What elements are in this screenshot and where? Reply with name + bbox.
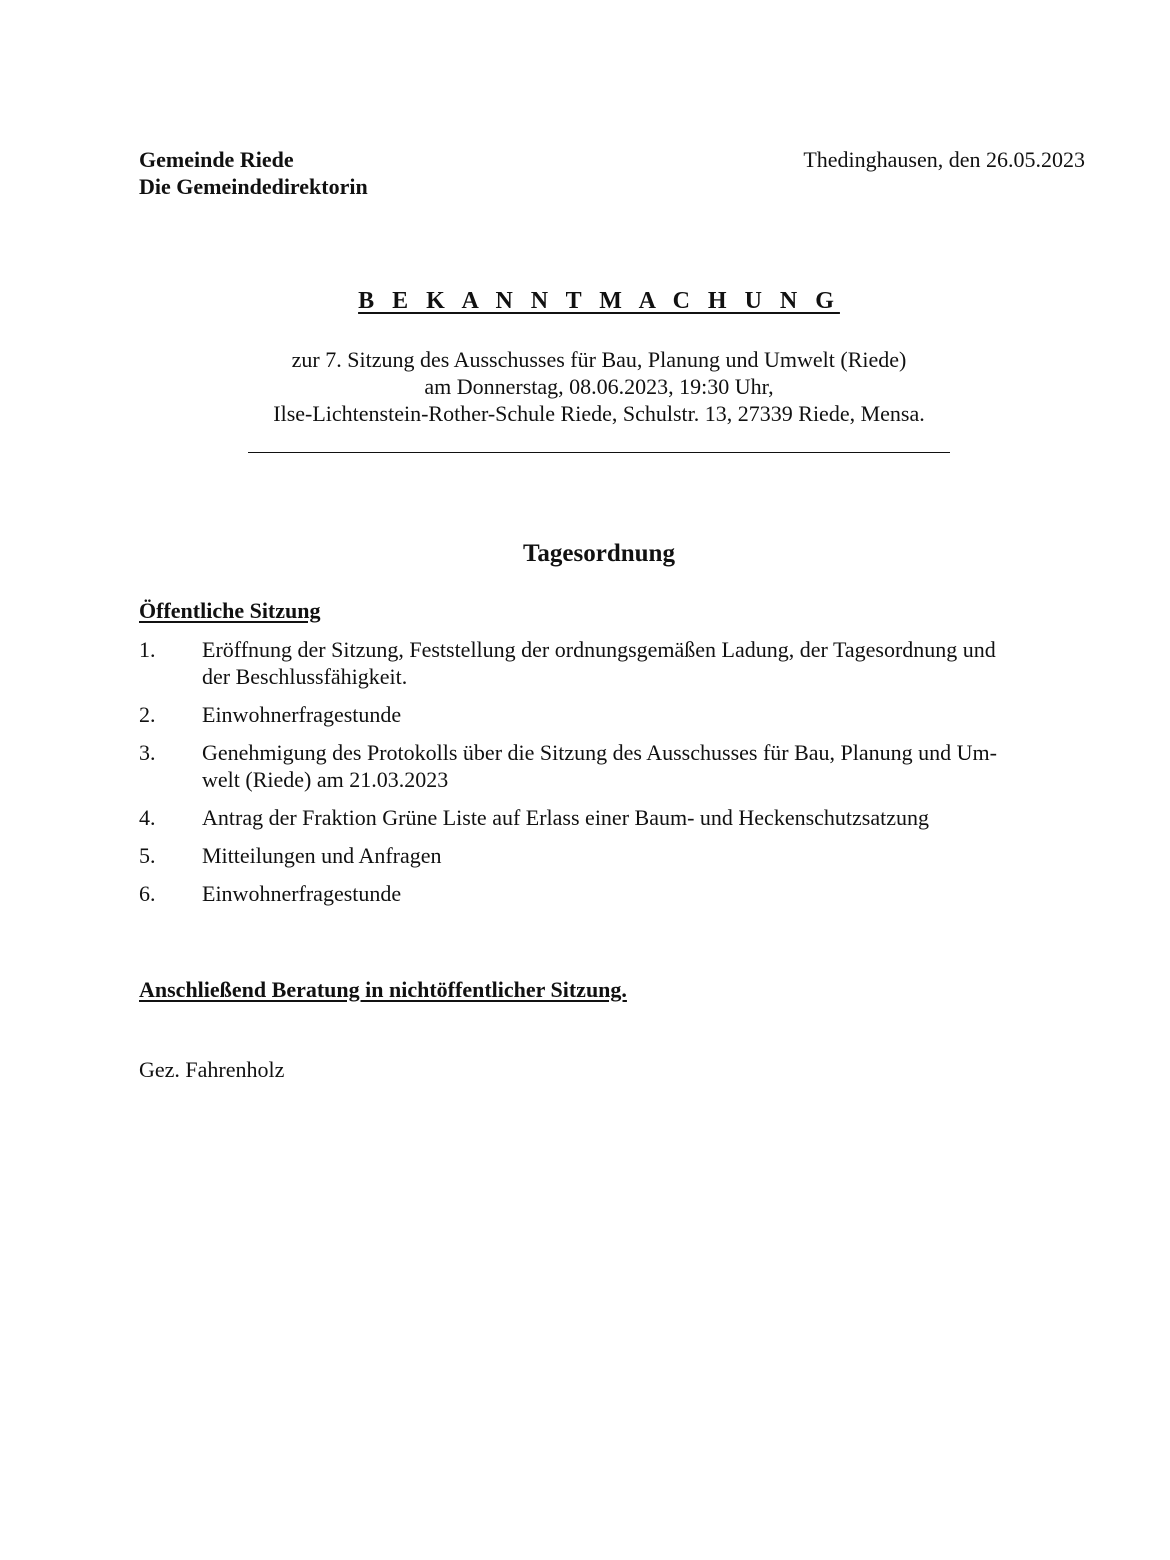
agenda-item-text: Einwohnerfragestunde (202, 881, 402, 906)
agenda-heading: Tagesordnung (523, 540, 675, 567)
agenda-item-number: 6. (139, 881, 156, 906)
closed-session-note: Anschließend Beratung in nichtöffentlicher Sitzung. (139, 977, 627, 1002)
agenda-item-number: 5. (139, 843, 156, 868)
agenda-item (139, 636, 1069, 690)
document-title (0, 288, 1170, 315)
agenda-list (139, 636, 1069, 918)
agenda-item-number: 1. (139, 637, 156, 662)
meeting-location: Ilse-Lichtenstein-Rother-Schule Riede, Schulstr. 13, 27339 Riede, Mensa. (273, 401, 925, 426)
agenda-item (139, 880, 1069, 907)
agenda-item-text: Einwohnerfragestunde (202, 702, 402, 727)
meeting-date-time: am Donnerstag, 08.06.2023, 19:30 Uhr, (424, 374, 774, 399)
place-date: Thedinghausen, den 26.05.2023 (803, 147, 1085, 172)
separator-line (248, 452, 950, 453)
sender-block (139, 146, 368, 200)
agenda-item-text: Antrag der Fraktion Grüne Liste auf Erlass einer Baum- und Heckenschutzsatzung (202, 805, 929, 830)
agenda-item (139, 804, 1069, 831)
sender-municipality: Gemeinde Riede (139, 147, 294, 172)
meeting-session: zur 7. Sitzung des Ausschusses für Bau, Planung und Umwelt (Riede) (291, 347, 907, 372)
agenda-item (139, 739, 1069, 793)
document-title-text: B E K A N N T M A C H U N G (358, 288, 840, 314)
agenda-item-text-continued: der Beschlussfähigkeit. (202, 664, 408, 689)
public-session-heading: Öffentliche Sitzung (139, 598, 321, 623)
agenda-item-number: 3. (139, 740, 156, 765)
agenda-item-text: Genehmigung des Protokolls über die Sitzung des Ausschusses für Bau, Planung und Um- (202, 740, 997, 765)
agenda-item-text-continued: welt (Riede) am 21.03.2023 (202, 767, 449, 792)
agenda-item-number: 2. (139, 702, 156, 727)
agenda-item (139, 701, 1069, 728)
signature: Gez. Fahrenholz (139, 1057, 285, 1082)
agenda-item (139, 842, 1069, 869)
agenda-item-text: Eröffnung der Sitzung, Feststellung der ordnungsgemäßen Ladung, der Tagesordnung und (202, 637, 996, 662)
sender-office: Die Gemeindedirektorin (139, 174, 368, 199)
meeting-details (0, 346, 1170, 427)
agenda-item-text: Mitteilungen und Anfragen (202, 843, 442, 868)
agenda-item-number: 4. (139, 805, 156, 830)
